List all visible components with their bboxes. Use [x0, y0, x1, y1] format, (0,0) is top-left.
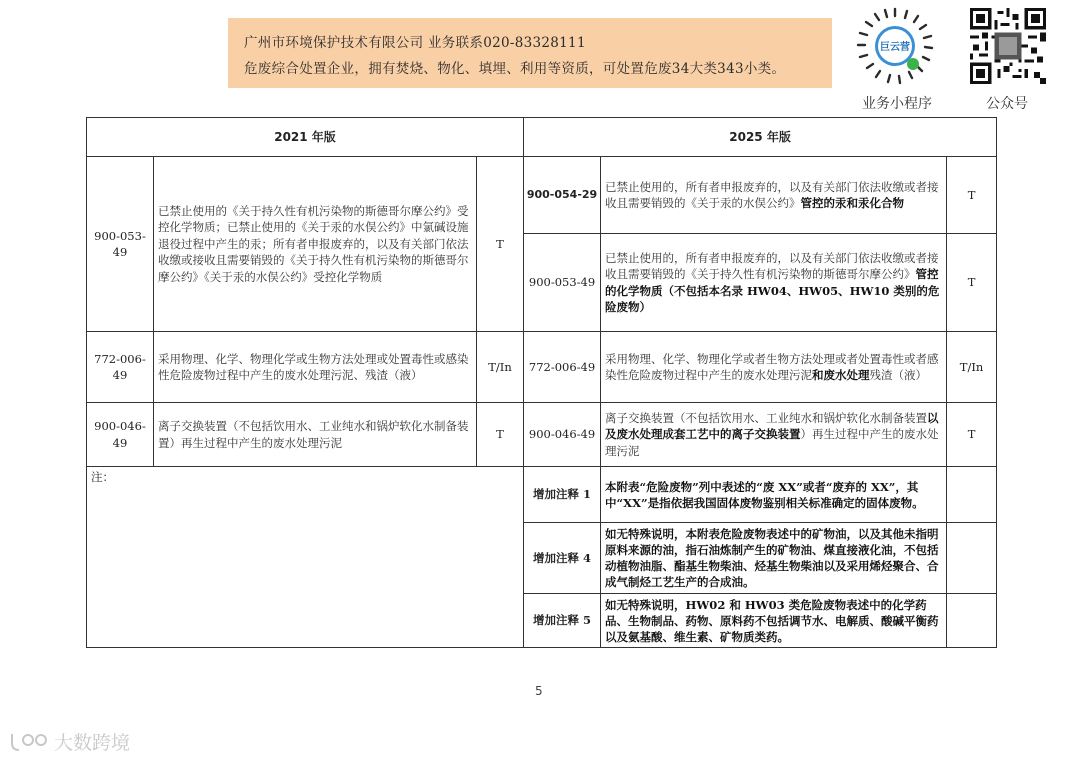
company-banner [228, 18, 832, 88]
note-blank [947, 467, 997, 523]
mini-program-label: 业务小程序 [862, 96, 932, 112]
old-description: 采用物理、化学、物理化学或生物方法处理或处置毒性或感染性危险废物过程中产生的废水处理污泥、残渣（液） [154, 332, 477, 403]
new-description-changed: 管控的化学物质（不包括本名录 HW04、HW05、HW10 类别的危险废物） [605, 267, 940, 314]
banner-line-contact: 广州市环境保护技术有限公司 业务联系020-83328111 [244, 35, 586, 51]
new-category: T [947, 403, 997, 467]
new-description [601, 332, 947, 403]
table-row [87, 157, 997, 234]
new-category: T [947, 157, 997, 234]
page-number: 5 [535, 684, 543, 698]
old-code: 772-006-49 [87, 332, 154, 403]
note-text: 如无特殊说明，HW02 和 HW03 类危险废物表述中的化学药品、生物制品、药物、原料药不包括调节水、电解质、酸碱平衡药以及氨基酸、维生素、矿物质类药。 [601, 594, 947, 648]
old-description: 离子交换装置（不包括饮用水、工业纯水和锅炉软化水制备装置）再生过程中产生的废水处理污泥 [154, 403, 477, 467]
new-description [601, 157, 947, 234]
banner-line-qualification: 危废综合处置企业，拥有焚烧、物化、填埋、利用等资质，可处置危废34大类343小类。 [244, 61, 786, 77]
new-description-text-end: 残渣（液） [869, 368, 928, 382]
new-description-text: 已禁止使用的，所有者申报废弃的，以及有关部门依法收缴或者接收且需要销毁的《关于汞的水俣公约》 [605, 179, 939, 210]
mini-program-logo-text: 巨云营 [880, 42, 910, 53]
header-2021: 2021 年版 [87, 118, 524, 157]
table-header-row [87, 118, 997, 157]
new-description-text: 已禁止使用的，所有者申报废弃的，以及有关部门依法收缴或者接收且需要销毁的《关于持久性有机污染物的斯德哥尔摩公约》 [605, 250, 939, 281]
old-category: T [477, 157, 524, 332]
new-category: T/In [947, 332, 997, 403]
watermark-text: 大数跨境 [54, 732, 131, 754]
note-label: 增加注释 1 [524, 467, 601, 523]
note-label: 增加注释 5 [524, 594, 601, 648]
new-code: 900-046-49 [524, 403, 601, 467]
comparison-table [86, 117, 997, 648]
watermark-logo-icon [8, 731, 50, 753]
table-row [87, 332, 997, 403]
mini-program-qr-icon[interactable] [855, 6, 935, 86]
new-code: 900-054-29 [524, 157, 601, 234]
note-label: 增加注释 4 [524, 523, 601, 594]
new-category: T [947, 234, 997, 332]
watermark [8, 728, 130, 755]
note-row [87, 467, 997, 523]
public-account-label: 公众号 [986, 96, 1028, 112]
new-code: 900-053-49 [524, 234, 601, 332]
header-2025: 2025 年版 [524, 118, 997, 157]
note-text: 本附表“危险废物”列中表述的“废 XX”或者“废弃的 XX”，其中“XX”是指依据我国固体废物鉴别相关标准确定的固体废物。 [601, 467, 947, 523]
new-description [601, 234, 947, 332]
new-description-text-end: ）再生过程中产生的废水处理污泥 [605, 427, 939, 458]
new-code: 772-006-49 [524, 332, 601, 403]
table-row [87, 403, 997, 467]
new-description-text: 离子交换装置（不包括饮用水、工业纯水和锅炉软化水制备装置 [605, 410, 928, 425]
old-code: 900-053-49 [87, 157, 154, 332]
new-description-changed: 和废水处理 [812, 368, 870, 382]
old-note: 注： [87, 467, 524, 648]
new-description-changed: 以及废水处理成套工艺中的离子交换装置 [605, 410, 939, 442]
new-description-changed: 管控的汞和汞化合物 [800, 196, 905, 210]
new-description [601, 403, 947, 467]
old-category: T [477, 403, 524, 467]
public-account-qr-icon[interactable] [970, 8, 1046, 84]
note-blank [947, 523, 997, 594]
new-description-text: 采用物理、化学、物理化学或者生物方法处理或者处置毒性或者感染性危险废物过程中产生的废水处理污泥 [605, 351, 939, 382]
note-text: 如无特殊说明，本附表危险废物表述中的矿物油，以及其他未指明原料来源的油，指石油炼制产生的矿物油、煤直接液化油，不包括动植物油脂、酯基生物柴油、烃基生物柴油以及采用烯烃聚合、合成气制烃工艺生产的合成油。 [601, 523, 947, 594]
old-description: 已禁止使用的《关于持久性有机污染物的斯德哥尔摩公约》受控化学物质；已禁止使用的《关于汞的水俣公约》中氯碱设施退役过程中产生的汞；所有者申报废弃的，以及有关部门依法收缴或接收且需要销毁的《关于持久性有机污染物的斯德哥尔摩公约》《关于汞的水俣公约》受控化学物质 [154, 157, 477, 332]
old-code: 900-046-49 [87, 403, 154, 467]
old-category: T/In [477, 332, 524, 403]
note-blank [947, 594, 997, 648]
